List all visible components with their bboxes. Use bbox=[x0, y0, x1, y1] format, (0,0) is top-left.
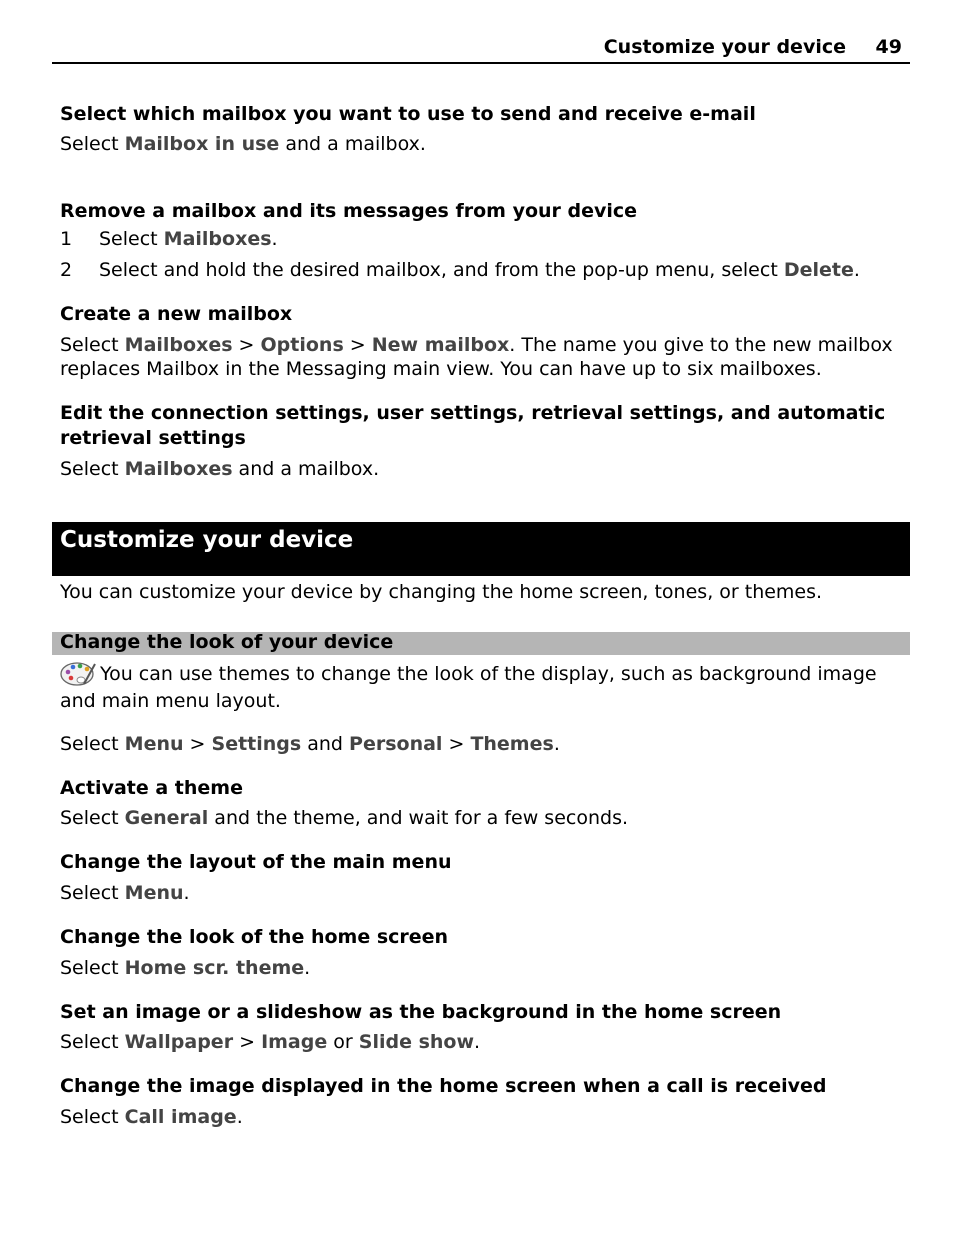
section-heading: Edit the connection settings, user settings, retrieval settings, and automatic bbox=[60, 402, 886, 424]
list-item: 2 Select and hold the desired mailbox, and from the pop-up menu, select Delete. bbox=[60, 259, 860, 281]
section-heading: Set an image or a slideshow as the background in the home screen bbox=[60, 1001, 782, 1023]
section-heading: Change the layout of the main menu bbox=[60, 851, 452, 873]
body-text: You can use themes to change the look of the display, such as background image bbox=[60, 660, 910, 688]
instruction-text: Select Wallpaper > Image or Slide show. bbox=[60, 1031, 481, 1053]
section-title: Change the look of your device bbox=[60, 631, 394, 653]
edit-settings-section bbox=[60, 401, 910, 482]
ui-term: Wallpaper bbox=[124, 1031, 234, 1053]
home-screen-look-section bbox=[60, 925, 910, 981]
ui-term: Call image bbox=[124, 1106, 237, 1128]
section-heading: Select which mailbox you want to use to send and receive e-mail bbox=[60, 103, 756, 125]
section-heading: retrieval settings bbox=[60, 427, 246, 449]
section-heading: Activate a theme bbox=[60, 777, 243, 799]
instruction-text: Select Mailboxes and a mailbox. bbox=[60, 458, 380, 480]
ui-term: Mailboxes bbox=[124, 334, 233, 356]
ui-term: Delete bbox=[783, 259, 854, 281]
list-item: 1 Select Mailboxes. bbox=[60, 228, 278, 250]
select-mailbox-section bbox=[60, 102, 910, 157]
ui-term: New mailbox bbox=[371, 334, 510, 356]
chapter-title: Customize your device bbox=[60, 527, 354, 553]
instruction-text: Select Home scr. theme. bbox=[60, 957, 311, 979]
section-title-bar bbox=[52, 632, 910, 655]
ui-term: Settings bbox=[211, 733, 302, 755]
ui-term: Mailbox in use bbox=[124, 133, 280, 155]
running-header-title: Customize your device bbox=[603, 36, 846, 58]
body-text: and main menu layout. bbox=[60, 690, 281, 712]
wallpaper-section bbox=[60, 1000, 910, 1055]
remove-mailbox-section bbox=[60, 199, 910, 283]
section-heading: Change the look of the home screen bbox=[60, 926, 449, 948]
section-heading: Create a new mailbox bbox=[60, 303, 293, 325]
body-text: replaces Mailbox in the Messaging main view. You can have up to six mailboxes. bbox=[60, 358, 822, 380]
instruction-text: Select Mailboxes > Options > New mailbox. The name you give to the new mailbox bbox=[60, 334, 893, 356]
section-heading: Remove a mailbox and its messages from your device bbox=[60, 200, 638, 222]
ui-term: Menu bbox=[124, 733, 184, 755]
themes-palette-icon bbox=[60, 660, 96, 688]
ui-term: Mailboxes bbox=[124, 458, 233, 480]
call-image-section bbox=[60, 1074, 910, 1130]
ui-term: Menu bbox=[124, 882, 184, 904]
section-heading: Change the image displayed in the home screen when a call is received bbox=[60, 1075, 827, 1097]
create-mailbox-section bbox=[60, 302, 910, 382]
page-number: 49 bbox=[875, 36, 902, 58]
ui-term: Personal bbox=[349, 733, 443, 755]
page-header bbox=[52, 34, 910, 64]
ui-term: Slide show bbox=[358, 1031, 475, 1053]
chapter-title-bar bbox=[52, 522, 910, 576]
instruction-text: Select General and the theme, and wait for a few seconds. bbox=[60, 807, 629, 829]
ui-term: Themes bbox=[470, 733, 554, 755]
instruction-text: Select Mailbox in use and a mailbox. bbox=[60, 133, 426, 155]
ui-term: Options bbox=[260, 334, 344, 356]
themes-intro bbox=[60, 660, 910, 714]
instruction-text: Select Menu. bbox=[60, 882, 190, 904]
ui-term: General bbox=[124, 807, 209, 829]
chapter-intro: You can customize your device by changing the home screen, tones, or themes. bbox=[60, 581, 823, 603]
ui-term: Image bbox=[261, 1031, 328, 1053]
menu-layout-section bbox=[60, 850, 910, 906]
themes-nav-instruction: Select Menu > Settings and Personal > Themes. bbox=[60, 733, 560, 755]
ui-term: Mailboxes bbox=[163, 228, 272, 250]
instruction-text: Select Call image. bbox=[60, 1106, 243, 1128]
ui-term: Home scr. theme bbox=[124, 957, 305, 979]
activate-theme-section bbox=[60, 776, 910, 831]
